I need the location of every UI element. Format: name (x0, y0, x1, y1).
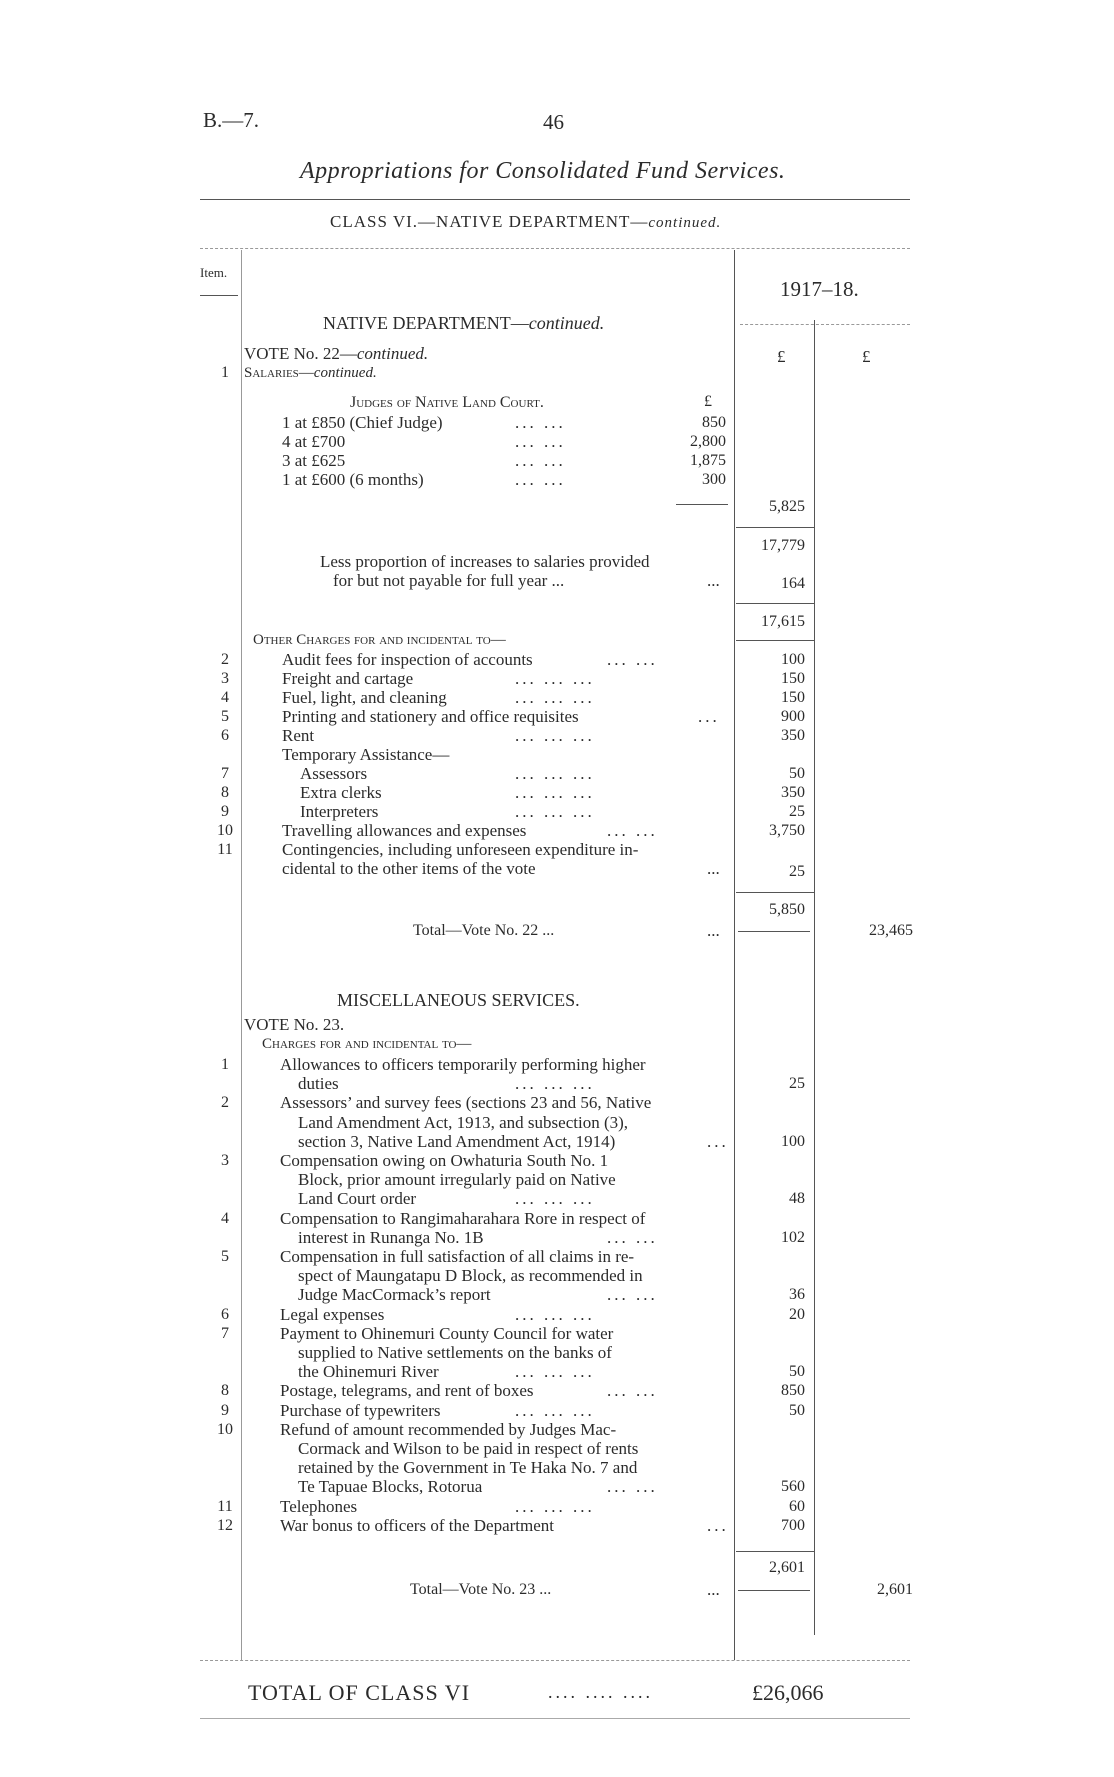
vote-total-amount: 23,465 (869, 922, 913, 939)
leader-dots: ... ... ... (515, 1305, 595, 1324)
divider (200, 199, 910, 200)
class-heading-cont: continued. (648, 215, 722, 231)
judge-desc: 4 at £700 (282, 432, 346, 451)
item-number: 4 (221, 689, 229, 706)
salaries-label-cont: continued. (313, 365, 377, 381)
leader-dots: ... (698, 707, 720, 726)
leader-dots: ... ... (515, 432, 566, 451)
item-number: 3 (221, 1152, 229, 1169)
class-heading-text: CLASS VI.—NATIVE DEPARTMENT— (330, 212, 649, 231)
item-number: 12 (217, 1517, 233, 1534)
line-item-desc: supplied to Native settlements on the banks of (298, 1343, 612, 1362)
line-item-desc: Block, prior amount irregularly paid on Native (298, 1170, 616, 1189)
leader-dots: ... ... ... (515, 802, 595, 821)
salaries-label (244, 363, 377, 383)
subtotal-rule (736, 640, 814, 641)
leader-dots: ... ... (607, 650, 658, 669)
leader-dots: ... ... (607, 1285, 658, 1304)
line-item-desc: Contingencies, including unforeseen expenditure in- (282, 840, 639, 859)
line-item-amount: 102 (781, 1229, 805, 1246)
item-column-header: Item. (200, 265, 228, 280)
class-heading (330, 212, 721, 232)
line-item-amount: 350 (781, 784, 805, 801)
line-item-amount: 25 (789, 803, 805, 820)
line-item-desc: interest in Runanga No. 1B (298, 1228, 484, 1247)
vote-label-cont: continued. (356, 344, 429, 363)
leader-dots: ... ... ... (515, 783, 595, 802)
section-heading-cont: continued. (528, 313, 605, 333)
line-item-amount: 50 (789, 765, 805, 782)
subtotal-amount: 17,779 (761, 537, 805, 554)
amount-column-rule (734, 250, 735, 1660)
line-item-desc: Judge MacCormack’s report (298, 1285, 491, 1304)
line-item-desc: Assessors’ and survey fees (sections 23 and 56, Native (280, 1093, 652, 1112)
judge-amount: 2,800 (690, 433, 726, 450)
leader-dots: ... ... (607, 1228, 658, 1247)
line-item-desc: Compensation to Rangimaharahara Rore in respect of (280, 1209, 646, 1228)
leader-dots: ... ... (607, 821, 658, 840)
line-item-desc: spect of Maungatapu D Block, as recommended in (298, 1266, 643, 1285)
line-item-desc: section 3, Native Land Amendment Act, 1914) (298, 1132, 616, 1151)
line-item-amount: 150 (781, 670, 805, 687)
line-item-desc: Extra clerks (300, 783, 382, 802)
subtotal-amount: 17,615 (761, 613, 805, 630)
line-item-amount: 60 (789, 1498, 805, 1515)
leader-dots: ... ... (515, 413, 566, 432)
item-number: 11 (217, 841, 233, 858)
leader-dots: ... ... (515, 451, 566, 470)
leader-dots: ... ... ... (515, 1401, 595, 1420)
inner-column-rule (814, 320, 815, 1635)
item-number: 5 (221, 1248, 229, 1265)
line-item-desc: War bonus to officers of the Department (280, 1516, 555, 1535)
leader-dots: ... ... (515, 470, 566, 489)
line-item-desc: Telephones (280, 1497, 358, 1516)
other-charges-total: 5,850 (769, 901, 805, 918)
class-total-label: TOTAL OF CLASS VI (248, 1680, 471, 1705)
line-item-amount: 850 (781, 1382, 805, 1399)
leader-dots: ... ... ... (515, 1074, 595, 1093)
line-item-desc: Compensation owing on Owhaturia South No. 1 (280, 1151, 609, 1170)
line-item-desc: Refund of amount recommended by Judges Mac- (280, 1420, 617, 1439)
salaries-label-text: Salaries— (244, 365, 314, 381)
leader-dots: ... (707, 1580, 720, 1599)
item-column-rule (241, 250, 242, 1660)
page-number: 46 (543, 110, 564, 134)
leader-dots: ... ... ... (515, 1497, 595, 1516)
subtotal-rule (736, 892, 814, 893)
page-title: Appropriations for Consolidated Fund Services. (300, 158, 786, 184)
vote-total-label: Total—Vote No. 22 ... (413, 922, 555, 939)
section-heading-text: NATIVE DEPARTMENT— (323, 313, 529, 333)
document-reference: B.—7. (203, 108, 260, 132)
item-number: 9 (221, 1402, 229, 1419)
line-item-amount: 150 (781, 689, 805, 706)
line-item-desc: cidental to the other items of the vote (282, 859, 536, 878)
section-heading: MISCELLANEOUS SERVICES. (337, 990, 580, 1010)
line-item-desc: Allowances to officers temporarily performing higher (280, 1055, 646, 1074)
line-item-desc: Payment to Ohinemuri County Council for water (280, 1324, 614, 1343)
item-number: 8 (221, 1382, 229, 1399)
item-number: 2 (221, 1094, 229, 1111)
judges-heading: Judges of Native Land Court. (350, 394, 544, 411)
line-item-desc: Travelling allowances and expenses (282, 821, 527, 840)
line-item-amount: 48 (789, 1190, 805, 1207)
line-item-amount: 100 (781, 651, 805, 668)
divider (200, 248, 910, 249)
year-header: 1917–18. (780, 277, 859, 301)
line-item-amount: 350 (781, 727, 805, 744)
item-number: 9 (221, 803, 229, 820)
line-item-desc: Cormack and Wilson to be paid in respect of rents (298, 1439, 639, 1458)
item-number: 11 (217, 1498, 233, 1515)
pound-column-header: £ (777, 347, 786, 366)
leader-dots: ... (707, 859, 720, 878)
line-item-amount: 50 (789, 1402, 805, 1419)
line-item-desc: Postage, telegrams, and rent of boxes (280, 1381, 534, 1400)
divider (200, 1718, 910, 1719)
vote-total-label: Total—Vote No. 23 ... (410, 1581, 552, 1598)
leader-dots: ... ... ... (515, 764, 595, 783)
divider (740, 324, 910, 325)
leader-dots: ... ... (607, 1477, 658, 1496)
line-item-desc: duties (298, 1074, 339, 1093)
line-item-desc: Legal expenses (280, 1305, 385, 1324)
subtotal-rule (736, 527, 814, 528)
leader-dots: ... ... ... (515, 726, 595, 745)
subtotal-rule (736, 1551, 814, 1552)
leader-dots: ... (707, 1516, 729, 1535)
vote-total-amount: 2,601 (877, 1581, 913, 1598)
leader-dots: ... ... (607, 1381, 658, 1400)
temp-assistance-heading: Temporary Assistance— (282, 745, 450, 764)
judge-desc: 1 at £850 (Chief Judge) (282, 413, 443, 432)
subtotal-rule (736, 603, 814, 604)
line-item-amount: 700 (781, 1517, 805, 1534)
total-rule (738, 931, 810, 932)
section-heading (323, 313, 604, 333)
misc-subtotal: 2,601 (769, 1559, 805, 1576)
judge-desc: 3 at £625 (282, 451, 346, 470)
line-item-desc: Interpreters (300, 802, 379, 821)
line-item-desc: Land Amendment Act, 1913, and subsection (3), (298, 1113, 629, 1132)
line-item-desc: Te Tapuae Blocks, Rotorua (298, 1477, 483, 1496)
item-number: 1 (221, 1056, 229, 1073)
vote-label (244, 344, 428, 364)
leader-dots: .... .... .... (548, 1682, 653, 1702)
line-item-amount: 20 (789, 1306, 805, 1323)
less-amount: 164 (781, 575, 805, 592)
other-charges-heading: Other Charges for and incidental to— (253, 632, 506, 648)
pound-inner-header: £ (704, 393, 712, 410)
judges-total: 5,825 (769, 498, 805, 515)
line-item-desc: Audit fees for inspection of accounts (282, 650, 533, 669)
line-item-amount: 50 (789, 1363, 805, 1380)
leader-dots: ... ... ... (515, 688, 595, 707)
judge-amount: 850 (702, 414, 726, 431)
judge-amount: 300 (702, 471, 726, 488)
line-item-desc: Compensation in full satisfaction of all claims in re- (280, 1247, 635, 1266)
item-number: 10 (217, 1421, 233, 1438)
item-number: 6 (221, 1306, 229, 1323)
line-item-desc: Land Court order (298, 1189, 417, 1208)
charges-heading: Charges for and incidental to— (262, 1036, 472, 1052)
class-total-amount: £26,066 (752, 1680, 824, 1705)
item-number: 5 (221, 708, 229, 725)
leader-dots: ... (707, 1132, 729, 1151)
leader-dots: ... ... ... (515, 669, 595, 688)
item-number: 8 (221, 784, 229, 801)
less-line: for but not payable for full year ... (333, 571, 565, 590)
subtotal-rule (676, 504, 728, 505)
total-rule (738, 1590, 810, 1591)
item-number: 3 (221, 670, 229, 687)
pound-column-header: £ (862, 347, 871, 366)
line-item-desc: Rent (282, 726, 315, 745)
line-item-amount: 36 (789, 1286, 805, 1303)
line-item-desc: retained by the Government in Te Haka No. 7 and (298, 1458, 638, 1477)
line-item-desc: Fuel, light, and cleaning (282, 688, 447, 707)
line-item-desc: Printing and stationery and office requisites (282, 707, 579, 726)
item-number: 10 (217, 822, 233, 839)
line-item-amount: 560 (781, 1478, 805, 1495)
leader-dots: ... ... ... (515, 1362, 595, 1381)
vote-label-text: VOTE No. 22— (244, 344, 357, 363)
item-number: 6 (221, 727, 229, 744)
leader-dots: ... (707, 571, 720, 590)
line-item-amount: 900 (781, 708, 805, 725)
line-item-desc: Assessors (300, 764, 368, 783)
judge-desc: 1 at £600 (6 months) (282, 470, 424, 489)
item-number: 1 (221, 364, 229, 381)
less-line: Less proportion of increases to salaries provided (320, 552, 650, 571)
line-item-desc: Freight and cartage (282, 669, 414, 688)
item-number: 7 (221, 765, 229, 782)
judge-amount: 1,875 (690, 452, 726, 469)
line-item-amount: 25 (789, 863, 805, 880)
line-item-desc: Purchase of typewriters (280, 1401, 441, 1420)
leader-dots: ... ... ... (515, 1189, 595, 1208)
divider (200, 1660, 910, 1661)
item-number: 7 (221, 1325, 229, 1342)
line-item-amount: 100 (781, 1133, 805, 1150)
leader-dots: ... (707, 921, 720, 940)
item-number: 2 (221, 651, 229, 668)
divider (200, 295, 238, 296)
line-item-amount: 25 (789, 1075, 805, 1092)
vote-label: VOTE No. 23. (244, 1015, 345, 1034)
item-number: 4 (221, 1210, 229, 1227)
line-item-amount: 3,750 (769, 822, 805, 839)
line-item-desc: the Ohinemuri River (298, 1362, 439, 1381)
